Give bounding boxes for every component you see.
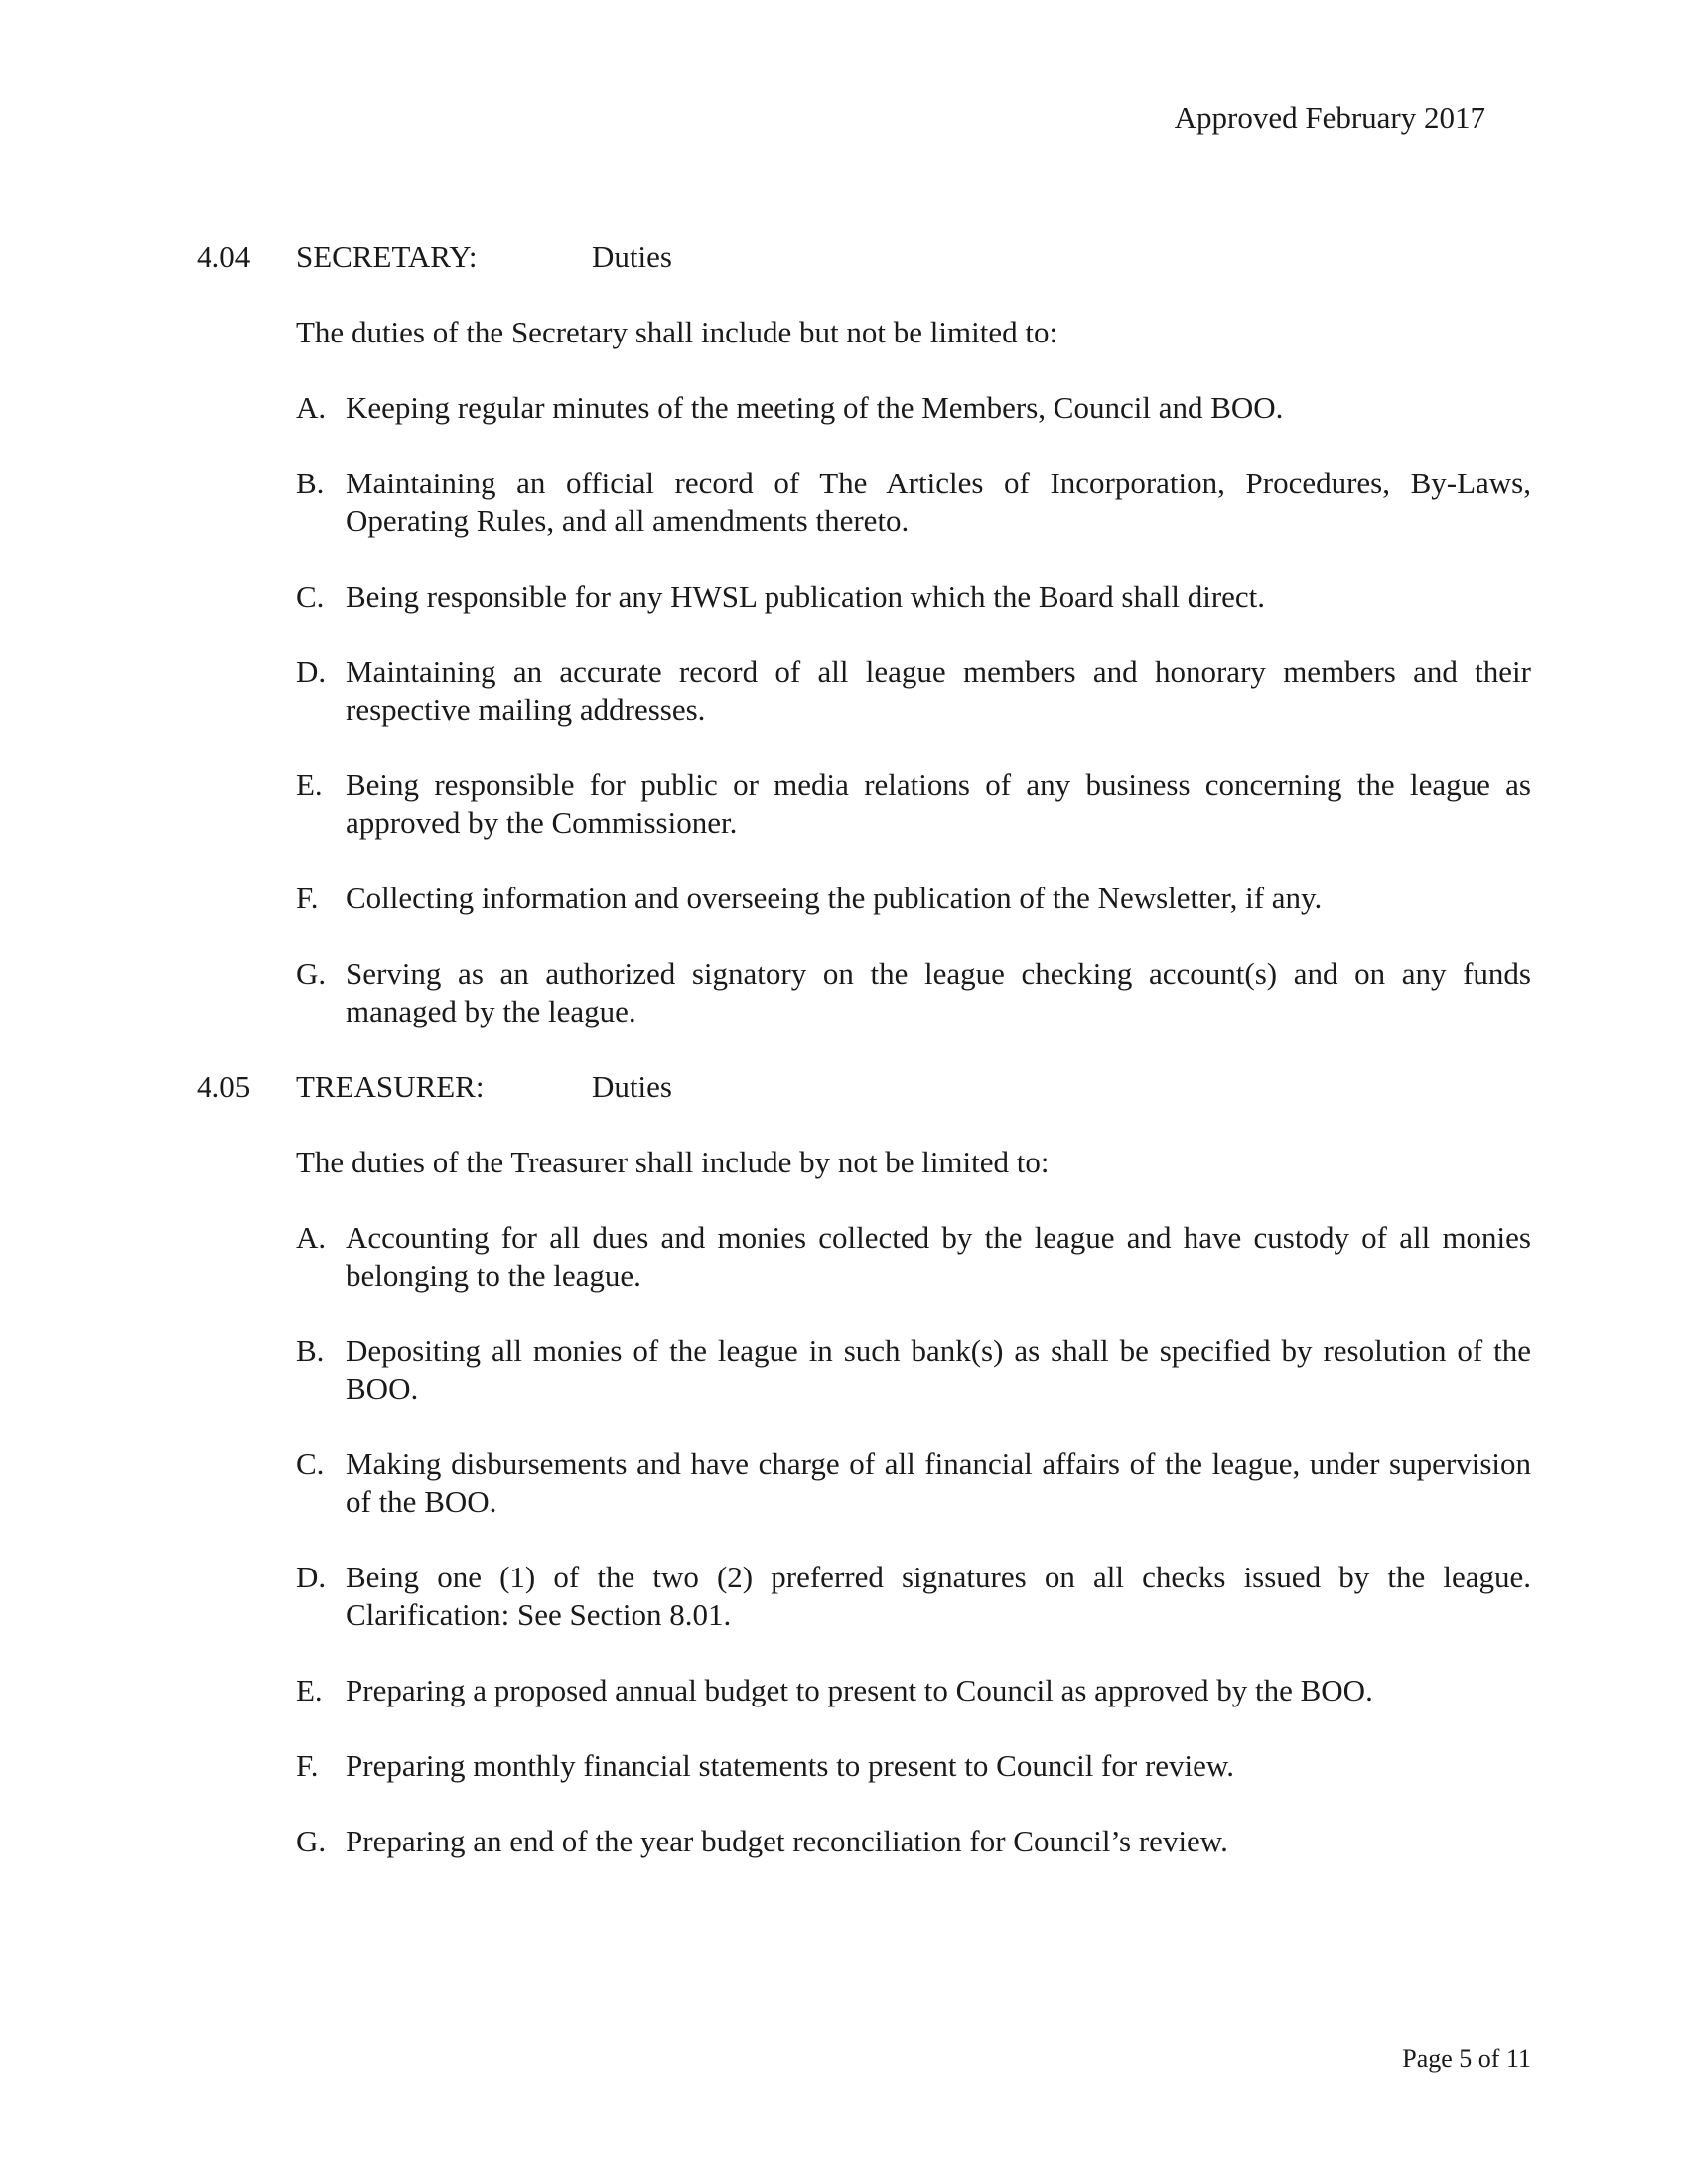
section-subtitle: Duties [592, 239, 672, 274]
list-item [296, 1445, 1531, 1521]
section-intro: The duties of the Treasurer shall include by not be limited to: [296, 1145, 1050, 1179]
list-item [296, 880, 1531, 917]
list-item [296, 389, 1531, 427]
item-text: Being responsible for any HWSL publication which the Board shall direct. [346, 579, 1266, 614]
list-item [296, 465, 1531, 540]
item-letter: G. [296, 1824, 327, 1858]
list-item [296, 578, 1531, 615]
item-letter: D. [296, 654, 327, 689]
item-text: Depositing all monies of the league in such bank(s) as shall be specified by resolution of the BOO. [346, 1333, 1531, 1406]
item-letter: D. [296, 1560, 327, 1594]
list-item [296, 1823, 1531, 1860]
item-letter: E. [296, 1673, 323, 1707]
item-text: Being one (1) of the two (2) preferred signatures on all checks issued by the league. Clarification: See Section 8.01. [346, 1560, 1531, 1632]
section-title: TREASURER: [296, 1069, 485, 1104]
item-text: Being responsible for public or media relations of any business concerning the league as approved by the Commissioner. [346, 767, 1531, 840]
approval-date: Approved February 2017 [1174, 100, 1485, 135]
item-text: Preparing a proposed annual budget to present to Council as approved by the BOO. [346, 1673, 1373, 1707]
item-text: Collecting information and overseeing the publication of the Newsletter, if any. [346, 881, 1323, 915]
item-text: Preparing an end of the year budget reconciliation for Council’s review. [346, 1824, 1228, 1858]
list-item [296, 1747, 1531, 1785]
list-item [296, 1559, 1531, 1634]
section-title: SECRETARY: [296, 239, 478, 274]
item-text: Preparing monthly financial statements to present to Council for review. [346, 1748, 1235, 1783]
section-subtitle: Duties [592, 1069, 672, 1104]
page-number: Page 5 of 11 [1402, 2044, 1531, 2073]
item-text: Maintaining an official record of The Articles of Incorporation, Procedures, By-Laws, Operating Rules, and all amendments thereto. [346, 466, 1531, 538]
item-letter: C. [296, 579, 325, 614]
item-letter: G. [296, 956, 327, 991]
list-item [296, 1219, 1531, 1295]
list-item [296, 1332, 1531, 1408]
item-letter: A. [296, 390, 327, 425]
list-item [296, 653, 1531, 729]
item-text: Making disbursements and have charge of all financial affairs of the league, under supervision of the BOO. [346, 1446, 1531, 1519]
item-text: Maintaining an accurate record of all league members and honorary members and their respective mailing addresses. [346, 654, 1531, 727]
item-letter: B. [296, 1333, 325, 1368]
item-letter: A. [296, 1220, 327, 1255]
list-item [296, 955, 1531, 1030]
item-text: Serving as an authorized signatory on the league checking account(s) and on any funds managed by the league. [346, 956, 1531, 1028]
list-item [296, 766, 1531, 842]
section-intro: The duties of the Secretary shall include but not be limited to: [296, 315, 1058, 349]
item-letter: C. [296, 1446, 325, 1481]
item-letter: F. [296, 1748, 319, 1783]
list-item [296, 1672, 1531, 1709]
item-text: Accounting for all dues and monies collected by the league and have custody of all monies belonging to the league. [346, 1220, 1531, 1293]
item-letter: B. [296, 466, 325, 500]
item-letter: E. [296, 767, 323, 802]
item-letter: F. [296, 881, 319, 915]
item-text: Keeping regular minutes of the meeting of the Members, Council and BOO. [346, 390, 1284, 425]
section-number: 4.05 [197, 1069, 251, 1104]
section-number: 4.04 [197, 239, 251, 274]
